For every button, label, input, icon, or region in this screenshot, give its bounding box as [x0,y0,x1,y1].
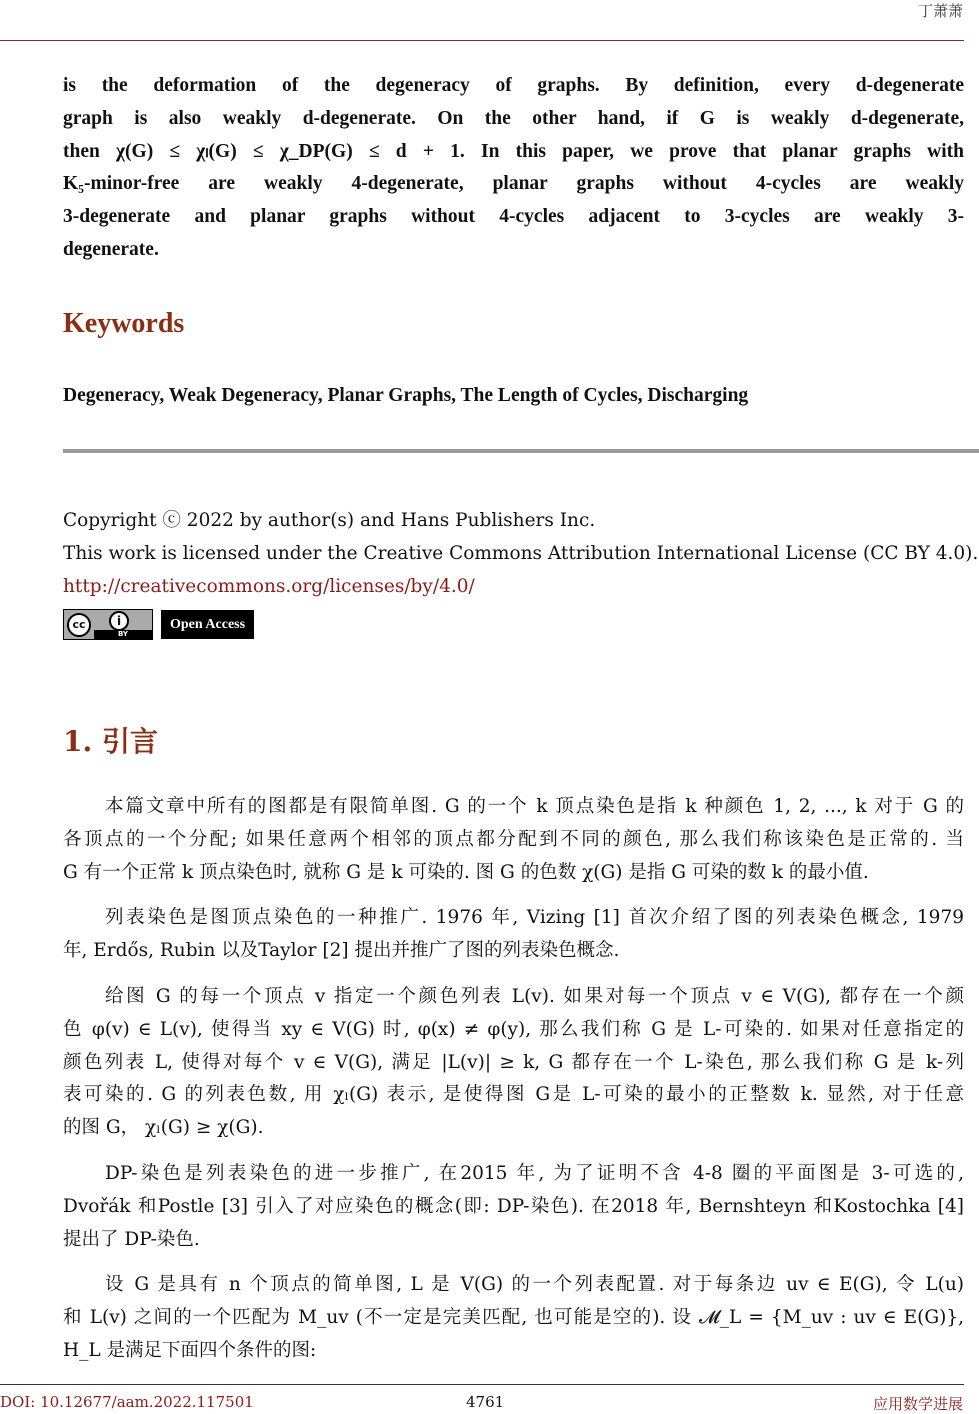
section-heading: 1. 引言 [63,725,158,758]
text-line: 的图 G， χₗ(G) ≥ χ(G). [63,1117,264,1139]
abstract-line: then χ(G) ≤ χₗ(G) ≤ χ_DP(G) ≤ d + 1. In this paper, we prove that planar graphs with [63,140,964,162]
text-line: Dvořák 和Postle [3] 引入了对应染色的概念(即: DP-染色). 在2018 年, Bernshteyn 和Kostochka [4] [63,1195,964,1217]
text-line: G 有一个正常 k 顶点染色时, 就称 G 是 k 可染的. 图 G 的色数 χ(G) 是指 G 可染的数 k 的最小值. [63,861,869,883]
keywords-heading: Keywords [63,308,185,339]
keywords-block [63,380,964,413]
text-line: 年, Erdős, Rubin 以及Taylor [2] 提出并推广了图的列表染色概念. [63,940,620,962]
header-rule [0,40,964,41]
abstract-line: K₅-minor-free are weakly 4-degenerate, planar graphs without 4-cycles are weakly [63,173,964,195]
text-line: 给图 G 的每一个顶点 v 指定一个颜色列表 L(v). 如果对每一个顶点 v ∈ V(G), 都存在一个颜 [105,985,964,1007]
abstract-continuation [63,70,964,267]
keywords-text: Degeneracy, Weak Degeneracy, Planar Graphs, The Length of Cycles, Discharging [63,385,749,406]
text-line: 各顶点的一个分配; 如果任意两个相邻的顶点都分配到不同的颜色, 那么我们称该染色是正常的. 当 [63,828,964,850]
paragraph [63,1269,964,1367]
text-line: 颜色列表 L, 使得对每个 v ∈ V(G), 满足 |L(v)| ≥ k, G 都存在一个 L-染色, 那么我们称 G 是 k-列 [63,1051,964,1073]
by-label: BY [94,630,152,639]
text-line: 表可染的. G 的列表色数, 用 χₗ(G) 表示, 是使得图 G是 L-可染的最小的正整数 k. 显然, 对于任意 [63,1084,964,1106]
text-line: 设 G 是具有 n 个顶点的简单图, L 是 V(G) 的一个列表配置. 对于每条边 uv ∈ E(G), 令 L(u) [105,1274,964,1296]
journal-name-link[interactable]: 应用数学进展 [872,1395,963,1413]
text-line: 列表染色是图顶点染色的一种推广. 1976 年, Vizing [1] 首次介绍了图的列表染色概念, 1979 [105,907,964,929]
license-line: This work is licensed under the Creative Commons Attribution International License (CC BY 4.0). [63,542,979,564]
copyright-line: Copyright ⓒ 2022 by author(s) and Hans Publishers Inc. [63,510,596,531]
text-line: 和 L(v) 之间的一个匹配为 M_uv (不一定是完美匹配, 也可能是空的). 设 𝓜_L = {M_uv : uv ∈ E(G)}, [63,1307,964,1329]
attribution-icon: i [109,611,129,631]
text-line: DP-染色是列表染色的进一步推广, 在2015 年, 为了证明不含 4-8 圈的平面图是 3-可选的, [105,1162,964,1184]
text-line: 本篇文章中所有的图都是有限简单图. G 的一个 k 顶点染色是指 k 种颜色 1, 2, ..., k 对于 G 的 [105,796,964,817]
open-access-badge: Open Access [161,610,254,639]
copyright-block [63,505,979,603]
cc-by-badge[interactable] [63,609,153,640]
running-header-author: 丁萧萧 [917,2,963,20]
abstract-line: graph is also weakly d-degenerate. On the other hand, if G is weakly d-degenerate, [63,107,964,129]
text-line: H_L 是满足下面四个条件的图: [63,1339,317,1361]
paragraph [63,981,964,1145]
abstract-line: is the deformation of the degeneracy of graphs. By definition, every d-degenerate [63,75,964,96]
footer-doi-link[interactable]: DOI: 10.12677/aam.2022.117501 [0,1393,254,1411]
license-badges [63,609,254,640]
cc-icon: cc [67,613,91,637]
paragraph [63,1158,964,1256]
paragraph [63,902,964,968]
footer-rule [0,1384,964,1385]
page-number: 4761 [466,1393,505,1411]
text-line: 色 φ(v) ∈ L(v), 使得当 xy ∈ V(G) 时, φ(x) ≠ φ(y), 那么我们称 G 是 L-可染的. 如果对任意指定的 [63,1018,964,1040]
license-link[interactable]: http://creativecommons.org/licenses/by/4.0/ [63,575,475,597]
text-line: 提出了 DP-染色. [63,1228,200,1250]
abstract-line: 3-degenerate and planar graphs without 4-cycles adjacent to 3-cycles are weakly 3- [63,206,964,228]
abstract-line: degenerate. [63,238,159,260]
paragraph [63,791,964,889]
section-body [63,791,964,1381]
section-divider [63,449,979,453]
